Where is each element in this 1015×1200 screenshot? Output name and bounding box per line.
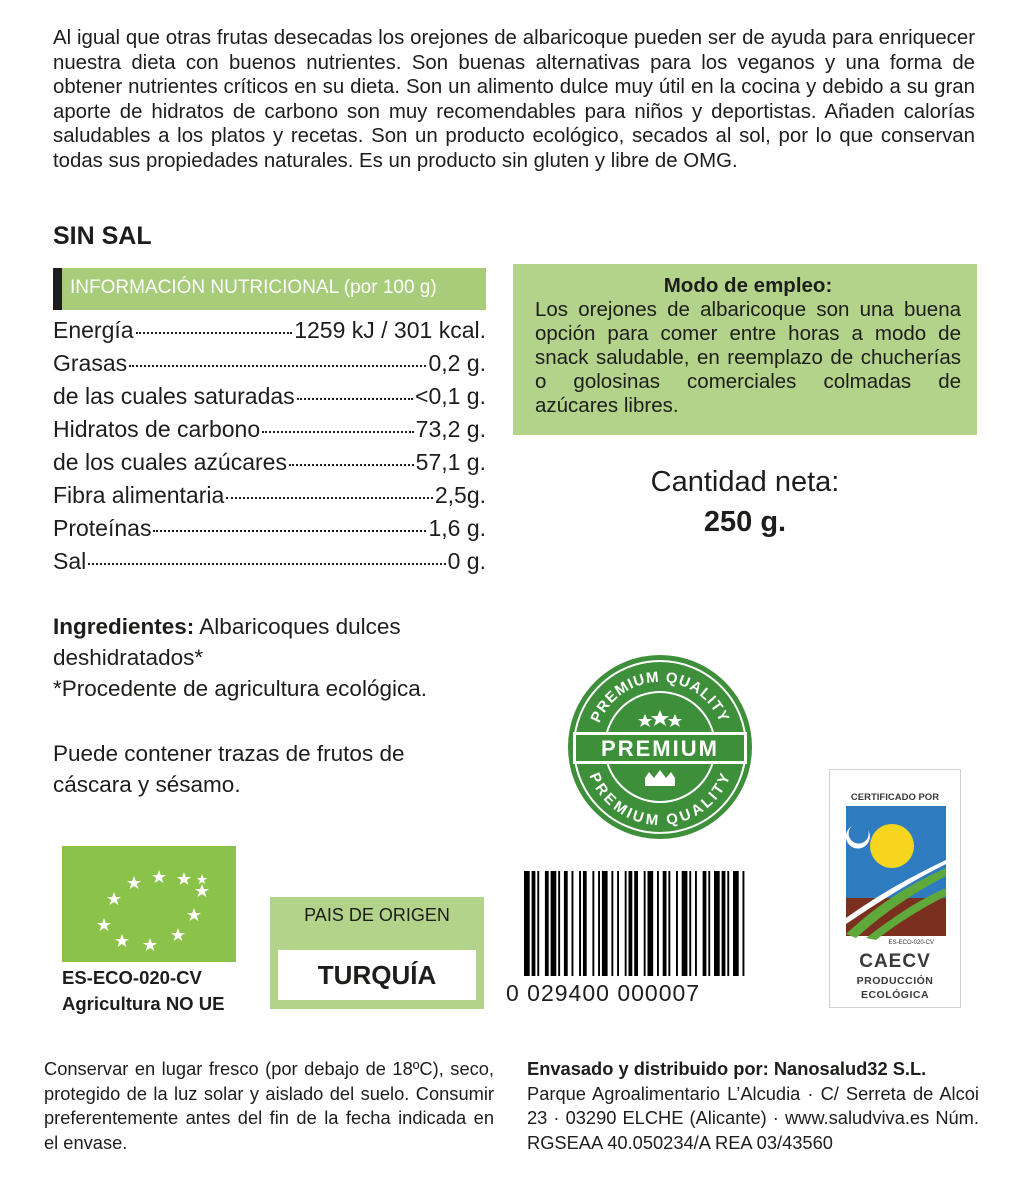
barcode-bar [722, 871, 726, 976]
nutrition-row [53, 317, 486, 350]
nutrition-row [53, 449, 486, 482]
nutrition-row [53, 515, 486, 548]
barcode-bar [545, 871, 549, 976]
ingredients-text: Albaricoques dulces deshidratados* [53, 614, 401, 670]
badge-arc-bottom: PREMIUM QUALITY [585, 770, 735, 830]
nutrition-row [53, 383, 486, 416]
net-quantity-label: Cantidad neta: [650, 466, 840, 498]
badge-arc-top: PREMIUM QUALITY [587, 668, 733, 726]
barcode-bar [714, 871, 720, 976]
caecv-sub2: ECOLÓGICA [860, 989, 930, 1001]
dot-leader [136, 332, 293, 334]
origin-label: PAIS DE ORIGEN [304, 905, 450, 925]
nutrition-row [53, 482, 486, 515]
barcode-bar [663, 871, 667, 976]
barcode-bar [551, 871, 557, 976]
barcode-number: 0 029400 000007 [506, 980, 701, 1006]
nutrition-table [53, 317, 486, 581]
barcode-bar [602, 871, 608, 976]
usage-title: Modo de empleo: [663, 274, 833, 297]
storage-instructions: Conservar en lugar fresco (por debajo de 18ºC), seco, protegido de la luz solar y aislado del suelo. Consumir preferentemente antes del fin de la fecha indicada en el envase. [44, 1058, 494, 1154]
net-quantity-value: 250 g. [703, 506, 787, 538]
origin-box [270, 897, 484, 1009]
barcode-bar [708, 871, 710, 976]
barcode-bar [668, 871, 670, 976]
origin-value: TURQUÍA [317, 960, 437, 990]
dot-leader [88, 563, 445, 565]
nutrient-label: de las cuales saturadas [53, 383, 295, 409]
barcode-bar [598, 871, 600, 976]
dot-leader [226, 497, 433, 499]
nutrient-label: Hidratos de carbono [53, 416, 261, 442]
nutrient-value: 73,2 g. [415, 416, 486, 442]
ingredients [53, 611, 473, 704]
barcode-bar [532, 871, 536, 976]
allergen-warning: Puede contener trazas de frutos de cáscara y sésamo. [53, 741, 405, 797]
nutrient-value: 0 g. [447, 548, 486, 574]
usage-box [513, 264, 977, 435]
distributor-heading: Envasado y distribuido por: Nanosalud32 S.L. [527, 1058, 927, 1079]
barcode-bar [558, 871, 560, 976]
caecv-top-text: CERTIFICADO POR [850, 792, 940, 803]
caecv-emblem-icon [846, 806, 946, 946]
barcode-bar [689, 871, 691, 976]
barcode-bar [727, 871, 729, 976]
ingredients-note: *Procedente de agricultura ecológica. [53, 676, 427, 701]
eu-organic-leaf-logo [62, 846, 236, 962]
barcode-bar [695, 871, 697, 976]
barcode-bar [617, 871, 619, 976]
nutrient-label: Grasas [53, 350, 128, 376]
nutrient-value: 57,1 g. [415, 449, 486, 475]
nutrient-value: 1259 kJ / 301 kcal. [294, 317, 486, 343]
ingredients-label: Ingredientes: [53, 614, 195, 639]
nutrition-row [53, 350, 486, 383]
barcode-bar [682, 871, 688, 976]
barcode-bar [592, 871, 594, 976]
nutrient-value: 1,6 g. [428, 515, 486, 541]
barcode-bar [611, 871, 613, 976]
barcode-bar [733, 871, 739, 976]
nutrient-label: Proteínas [53, 515, 152, 541]
barcode-bar [572, 871, 574, 976]
distributor-info [527, 1057, 979, 1156]
origin-value-box [278, 950, 476, 1000]
barcode-bar [634, 871, 638, 976]
premium-quality-badge [565, 652, 755, 842]
nutrient-value: <0,1 g. [415, 383, 486, 409]
barcode-bar [644, 871, 646, 976]
barcode-bar [583, 871, 587, 976]
eu-agriculture-origin: Agricultura NO UE [62, 993, 225, 1014]
barcode-bar [648, 871, 654, 976]
distributor-text: Parque Agroalimentario L’Alcudia · C/ Serreta de Alcoi 23 · 03290 ELCHE (Alicante) · www.saludviva.es Núm. RGSEAA 40.050234/A REA 03/43560 [527, 1082, 979, 1154]
dot-leader [262, 431, 414, 433]
barcode-bar [524, 871, 530, 976]
nutrient-label: Fibra alimentaria [53, 482, 225, 508]
caecv-sub1: PRODUCCIÓN [856, 975, 934, 987]
barcode-bar [537, 871, 539, 976]
barcode [506, 871, 802, 976]
dot-leader [297, 398, 413, 400]
nutrition-row [53, 416, 486, 449]
caecv-certification-logo [829, 769, 961, 1008]
dot-leader [289, 464, 414, 466]
nutrient-label: Energía [53, 317, 134, 343]
barcode-bar [579, 871, 581, 976]
nutrient-label: de los cuales azúcares [53, 449, 287, 475]
barcode-bar [625, 871, 627, 976]
nutrient-label: Sal [53, 548, 87, 574]
caecv-name: CAECV [859, 951, 931, 972]
caecv-code: ES-ECO-020-CV [888, 940, 934, 946]
barcode-bar [676, 871, 678, 976]
product-description: Al igual que otras frutas desecadas los orejones de albaricoque pueden ser de ayuda para enriquecer nuestra dieta con buenos nutrientes. Son buenas alternativas para los veganos y una forma de obtener nutrientes críticos en su dieta. Son un alimento dulce muy útil en la cocina y debido a su gran aporte de hidratos de carbono son muy recomendables para niños y deportistas. Añaden calorías saludables a los platos y recetas. Son un producto ecológico, secados al sol, por lo que conservan todas sus propiedades naturales. Es un producto sin gluten y libre de OMG. [53, 27, 975, 172]
barcode-bar [564, 871, 568, 976]
barcode-bar [657, 871, 659, 976]
eu-organic-code: ES-ECO-020-CV [62, 967, 202, 988]
barcode-bar [743, 871, 745, 976]
usage-text: Los orejones de albaricoque son una buena opción para comer entre horas a modo de snack saludable, en reemplazo de chucherías o golosinas comerciales colmadas de azúcares libres. [535, 298, 961, 417]
nutrient-value: 0,2 g. [428, 350, 486, 376]
dot-leader [153, 530, 426, 532]
nutrition-header [53, 268, 486, 310]
nutrition-row [53, 548, 486, 581]
barcode-bar [703, 871, 707, 976]
no-salt-claim: SIN SAL [53, 222, 152, 250]
badge-center-text: PREMIUM [601, 736, 719, 761]
nutrient-value: 2,5g. [434, 482, 486, 508]
nutrition-header-text: INFORMACIÓN NUTRICIONAL (por 100 g) [70, 277, 437, 298]
barcode-bar [629, 871, 633, 976]
dot-leader [129, 365, 426, 367]
